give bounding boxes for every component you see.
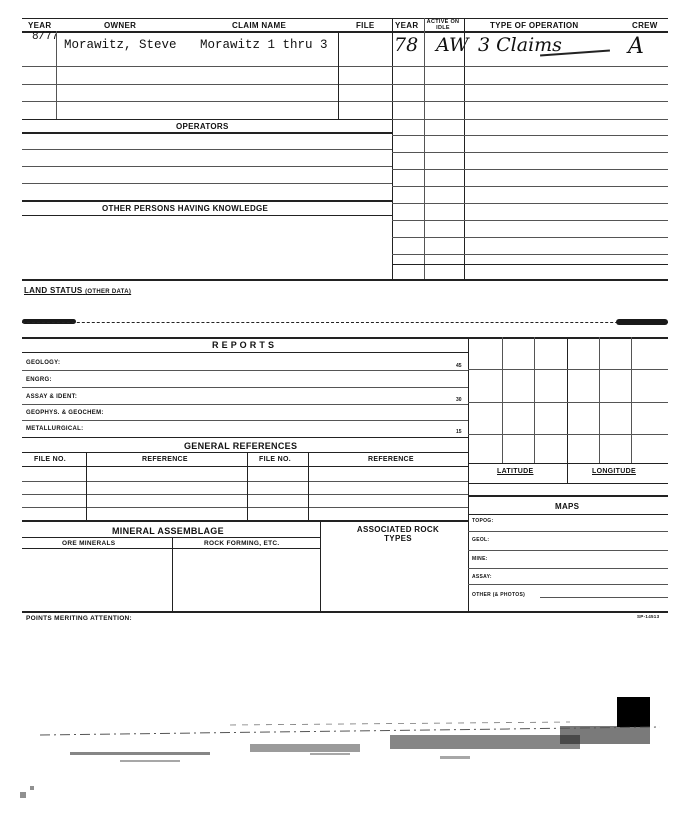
report-geophys-label: GEOPHYS. & GEOCHEM: [26, 410, 104, 416]
entry-claim-name: Morawitz 1 thru 3 [200, 38, 328, 52]
ref-col-reference: REFERENCE [142, 456, 188, 463]
header-crew: CREW [632, 21, 658, 30]
longitude-label: LONGITUDE [592, 468, 636, 475]
form-number: SP-14513 [637, 614, 660, 619]
maps-geol-label: GEOL: [472, 537, 490, 543]
handwritten-year: 78 [394, 34, 419, 56]
operators-heading: OPERATORS [176, 122, 229, 131]
maps-other-label: OTHER (& PHOTOS) [472, 592, 526, 598]
report-scale-15: 15 [456, 429, 462, 435]
header-owner: OWNER [104, 21, 137, 30]
mineral-assemblage-heading: MINERAL ASSEMBLAGE [112, 526, 224, 536]
latitude-label: LATITUDE [497, 468, 534, 475]
associated-rock-types-heading: ASSOCIATED ROCK TYPES [356, 525, 440, 543]
points-meriting-attention-label: POINTS MERITING ATTENTION: [26, 615, 133, 622]
other-persons-heading: OTHER PERSONS HAVING KNOWLEDGE [102, 204, 269, 213]
reports-heading: R E P O R T S [212, 340, 275, 350]
report-assay-label: ASSAY & IDENT: [26, 394, 78, 400]
header-active-on-idle: ACTIVE ON IDLE [426, 19, 460, 31]
maps-assay-label: ASSAY: [472, 574, 492, 580]
land-status-sublabel: (OTHER DATA) [85, 289, 132, 295]
ref-col-file-no-2: FILE NO. [259, 456, 291, 463]
maps-heading: MAPS [555, 502, 580, 511]
maps-topog-label: TOPOG: [472, 518, 494, 524]
ref-col-file-no: FILE NO. [34, 456, 66, 463]
report-scale-30: 30 [456, 397, 462, 403]
ref-col-reference-2: REFERENCE [368, 456, 414, 463]
handwritten-crew: A [628, 34, 644, 59]
handwritten-type-of-operation: 3 Claims [478, 34, 562, 56]
report-metallurgical-label: METALLURGICAL: [26, 426, 84, 432]
header-year: YEAR [28, 21, 52, 30]
land-status-label: LAND STATUS [24, 286, 83, 295]
report-geology-label: GEOLOGY: [26, 360, 61, 366]
ore-minerals-label: ORE MINERALS [62, 540, 116, 547]
header-type-of-operation: TYPE OF OPERATION [490, 21, 579, 30]
entry-owner: Morawitz, Steve [64, 38, 177, 52]
general-references-heading: GENERAL REFERENCES [184, 441, 298, 451]
rock-forming-label: ROCK FORMING, ETC. [204, 540, 280, 547]
header-year-2: YEAR [395, 21, 419, 30]
handwritten-active: AW [436, 34, 469, 56]
maps-mine-label: MINE: [472, 556, 488, 562]
report-scale-45: 45 [456, 363, 462, 369]
report-engrg-label: ENGRG: [26, 377, 52, 383]
header-claim-name: CLAIM NAME [232, 21, 287, 30]
header-file: FILE [356, 21, 375, 30]
entry-year: 8/77 [32, 31, 59, 43]
